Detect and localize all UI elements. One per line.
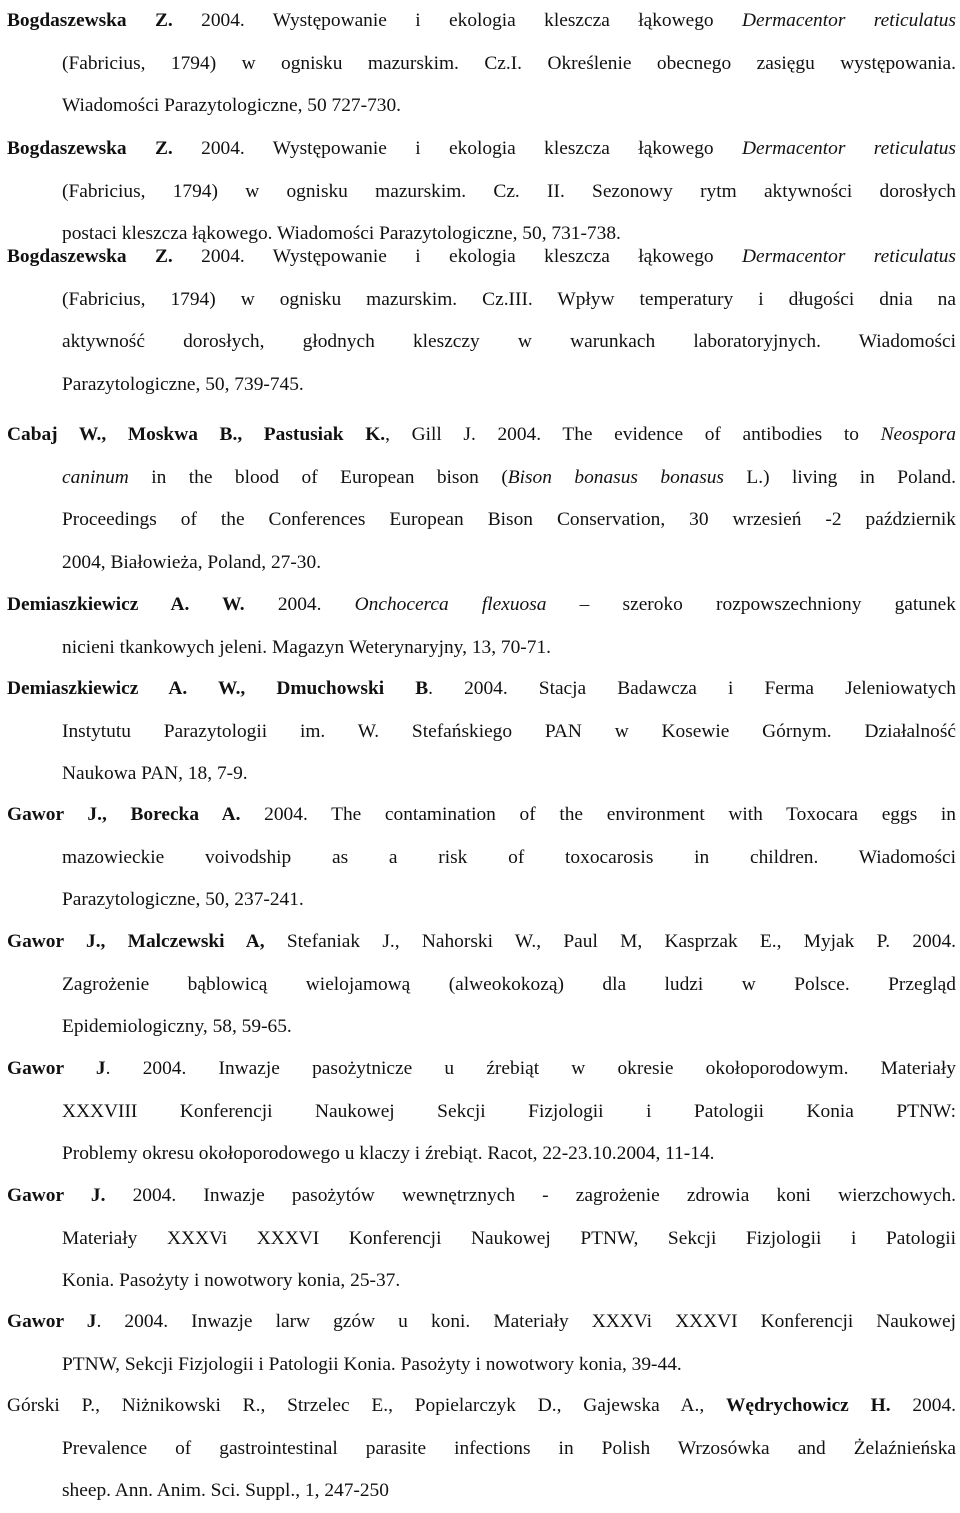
reference-line <box>7 1175 956 1218</box>
reference-text: Proceedings of the Conferences European Bison Conservation, 30 wrzesień -2 październik <box>62 509 956 530</box>
reference-line <box>7 1385 956 1428</box>
reference-entry <box>7 236 956 406</box>
reference-line <box>7 128 956 171</box>
author-names: Gawor J., Malczewski A, <box>7 931 265 952</box>
reference-text: XXXVIII Konferencji Naukowej Sekcji Fizjologii i Patologii Konia PTNW: <box>62 1100 956 1122</box>
reference-line <box>7 1470 956 1513</box>
reference-line <box>7 279 956 322</box>
reference-text: nicieni tkankowych jeleni. Magazyn Weterynaryjny, 13, 70-71. <box>62 636 551 658</box>
reference-entry <box>7 1385 956 1513</box>
reference-line <box>7 668 956 711</box>
reference-text: (Fabricius, 1794) w ognisku mazurskim. Cz.I. Określenie obecnego zasięgu występowania. <box>62 52 956 74</box>
reference-text: 2004. Inwazje pasożytów wewnętrznych - zagrożenie zdrowia koni wierzchowych. <box>105 1185 956 1206</box>
reference-text: 2004. Występowanie i ekologia kleszcza łąkowego <box>172 246 742 267</box>
reference-line <box>7 414 956 457</box>
reference-text: Parazytologiczne, 50, 237-241. <box>62 889 304 910</box>
reference-line <box>7 1428 956 1471</box>
reference-text: Stefaniak J., Nahorski W., Paul M, Kasprzak E., Myjak P. 2004. <box>264 931 956 952</box>
author-names: Gawor J. <box>7 1185 106 1206</box>
reference-line <box>7 1133 956 1176</box>
author-names: Bogdaszewska Z. <box>7 246 173 267</box>
reference-text: aktywność dorosłych, głodnych kleszczy w warunkach laboratoryjnych. Wiadomości <box>62 331 956 352</box>
reference-line <box>7 236 956 279</box>
reference-line <box>7 457 956 500</box>
reference-line <box>7 321 956 364</box>
reference-entry <box>7 584 956 669</box>
reference-line <box>7 1301 956 1344</box>
taxon-name: Neospora <box>880 424 956 445</box>
author-names: Gawor J <box>7 1058 106 1079</box>
taxon-name: Bison bonasus bonasus <box>507 466 724 488</box>
reference-line <box>7 1218 956 1261</box>
reference-text: Zagrożenie bąblowicą wielojamową (alweokokozą) dla ludzi w Polsce. Przegląd <box>62 973 956 995</box>
reference-entry <box>7 921 956 1049</box>
reference-text: Problemy okresu okołoporodowego u klaczy i źrebiąt. Racot, 22-23.10.2004, 11-14. <box>62 1143 715 1164</box>
reference-line <box>7 794 956 837</box>
reference-text: 2004. The contamination of the environment with Toxocara eggs in <box>240 804 956 825</box>
taxon-name: Dermacentor reticulatus <box>741 138 956 159</box>
reference-text: Prevalence of gastrointestinal parasite infections in Polish Wrzosówka and Żelaźnieńska <box>62 1437 956 1459</box>
reference-line <box>7 627 956 670</box>
reference-line <box>7 1048 956 1091</box>
reference-text: sheep. Ann. Anim. Sci. Suppl., 1, 247-250 <box>62 1480 389 1501</box>
reference-entry <box>7 668 956 796</box>
reference-line <box>7 542 956 585</box>
reference-text: Instytutu Parazytologii im. W. Stefańskiego PAN w Kosewie Górnym. Działalność <box>62 720 956 742</box>
taxon-name: Dermacentor reticulatus <box>741 10 956 31</box>
author-names: Gawor J., Borecka A. <box>7 804 241 825</box>
reference-entry <box>7 1175 956 1303</box>
reference-line <box>7 584 956 627</box>
reference-text: 2004. <box>244 594 355 615</box>
reference-line <box>7 711 956 754</box>
reference-text: Naukowa PAN, 18, 7-9. <box>62 763 248 784</box>
taxon-name: Dermacentor reticulatus <box>741 246 956 267</box>
reference-entry <box>7 1301 956 1386</box>
reference-text: PTNW, Sekcji Fizjologii i Patologii Konia. Pasożyty i nowotwory konia, 39-44. <box>62 1353 682 1375</box>
reference-line <box>7 1091 956 1134</box>
reference-text: (Fabricius, 1794) w ognisku mazurskim. Cz.III. Wpływ temperatury i długości dnia na <box>62 288 956 310</box>
reference-entry <box>7 1048 956 1176</box>
reference-text: – szeroko rozpowszechniony gatunek <box>546 594 956 615</box>
reference-text: 2004. Występowanie i ekologia kleszcza łąkowego <box>172 138 742 159</box>
reference-text: Materiały XXXVi XXXVI Konferencji Naukowej PTNW, Sekcji Fizjologii i Patologii <box>62 1227 956 1249</box>
reference-line <box>7 1344 956 1387</box>
reference-text: L.) living in Poland. <box>723 466 956 488</box>
reference-text: Epidemiologiczny, 58, 59-65. <box>62 1016 292 1037</box>
reference-line <box>7 43 956 86</box>
reference-text: 2004. <box>890 1395 956 1416</box>
reference-line <box>7 364 956 407</box>
author-names: Demiaszkiewicz A. W. <box>7 594 245 615</box>
reference-entry <box>7 0 956 128</box>
reference-text: . 2004. Inwazje larw gzów u koni. Materiały XXXVi XXXVI Konferencji Naukowej <box>96 1311 956 1332</box>
reference-text: Parazytologiczne, 50, 739-745. <box>62 373 304 395</box>
reference-line <box>7 0 956 43</box>
reference-line <box>7 1260 956 1303</box>
reference-line <box>7 753 956 796</box>
reference-text: mazowieckie voivodship as a risk of toxocarosis in children. Wiadomości <box>62 846 956 868</box>
taxon-name: caninum <box>62 466 129 488</box>
reference-line <box>7 964 956 1007</box>
reference-text: , Gill J. 2004. The evidence of antibodies to <box>385 424 881 445</box>
reference-line <box>7 171 956 214</box>
author-names: Demiaszkiewicz A. W., Dmuchowski B <box>7 678 429 699</box>
reference-text: Konia. Pasożyty i nowotwory konia, 25-37. <box>62 1270 401 1291</box>
reference-text: . 2004. Inwazje pasożytnicze u źrebiąt w okresie okołoporodowym. Materiały <box>105 1058 956 1079</box>
author-names: Bogdaszewska Z. <box>7 138 173 159</box>
reference-line <box>7 85 956 128</box>
reference-text: (Fabricius, 1794) w ognisku mazurskim. Cz. II. Sezonowy rytm aktywności dorosłych <box>62 180 956 202</box>
author-names: Bogdaszewska Z. <box>7 10 173 31</box>
taxon-name: Onchocerca flexuosa <box>354 594 547 615</box>
author-names: Wędrychowicz H. <box>726 1395 891 1416</box>
reference-text: Górski P., Niżnikowski R., Strzelec E., Popielarczyk D., Gajewska A., <box>7 1395 727 1416</box>
reference-line <box>7 879 956 922</box>
reference-text: . 2004. Stacja Badawcza i Ferma Jeleniowatych <box>428 678 957 699</box>
reference-entry <box>7 794 956 922</box>
author-names: Gawor J <box>7 1311 97 1332</box>
reference-text: 2004. Występowanie i ekologia kleszcza łąkowego <box>172 10 742 31</box>
reference-text: Wiadomości Parazytologiczne, 50 727-730. <box>62 95 402 116</box>
reference-text: postaci kleszcza łąkowego. Wiadomości Parazytologiczne, 50, 731-738. <box>62 223 621 244</box>
author-names: Cabaj W., Moskwa B., Pastusiak K. <box>7 424 386 445</box>
reference-line <box>7 921 956 964</box>
reference-line <box>7 499 956 542</box>
reference-text: in the blood of European bison ( <box>128 466 508 488</box>
reference-entry <box>7 414 956 584</box>
reference-text: 2004, Białowieża, Poland, 27-30. <box>62 551 322 573</box>
reference-line <box>7 1006 956 1049</box>
reference-line <box>7 837 956 880</box>
